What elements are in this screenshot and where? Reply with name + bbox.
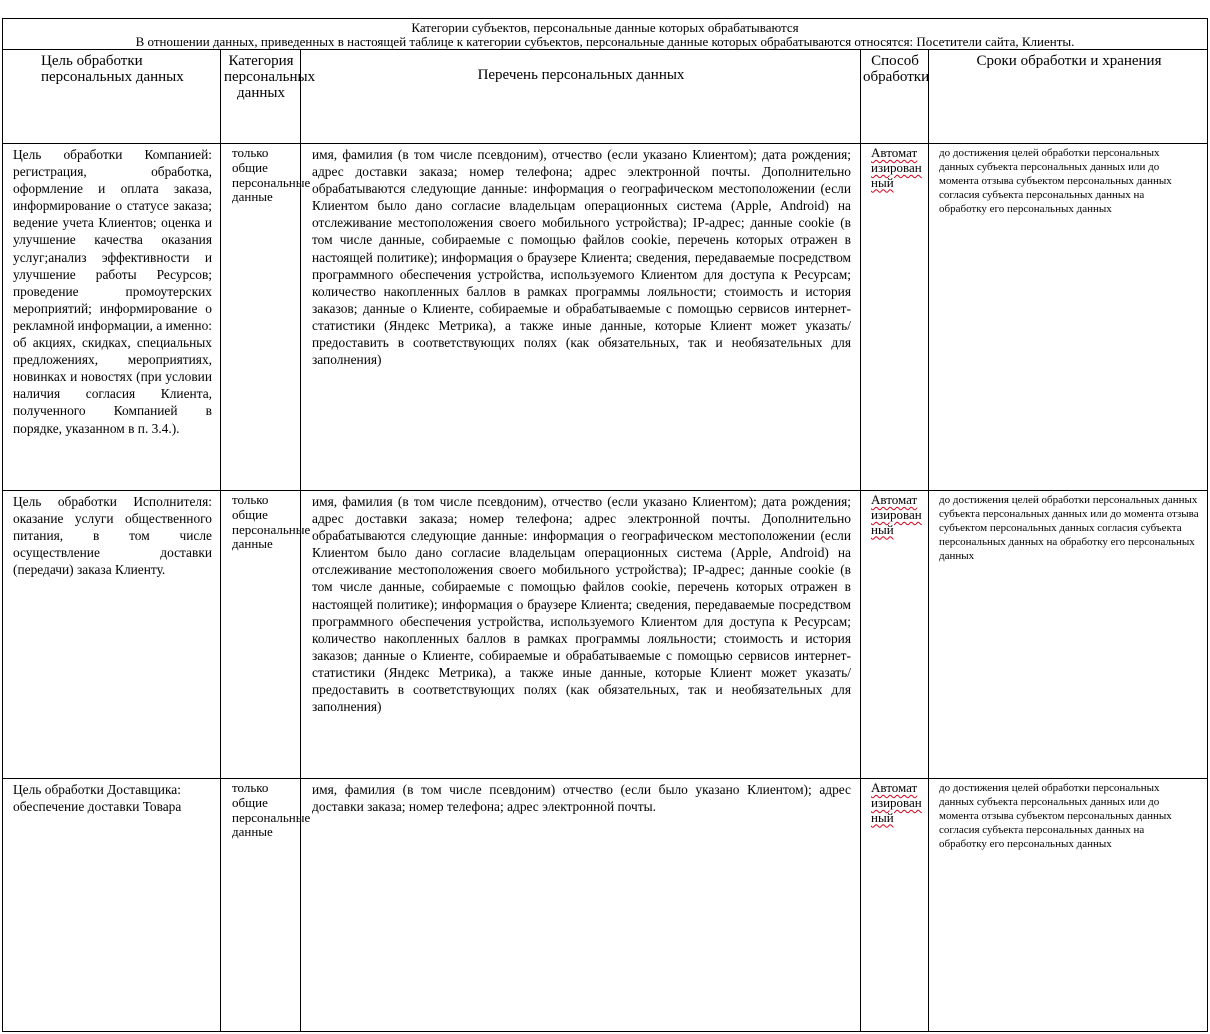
table-title: Категории субъектов, персональные данные которых обрабатываются: [411, 20, 799, 35]
row-divider: [3, 778, 1207, 779]
table-header: [3, 19, 1207, 50]
table-row-1-terms: [939, 146, 1181, 346]
column-header-category: [224, 53, 316, 141]
table-row-2-purpose: [13, 493, 212, 775]
table-row-1-method: [871, 146, 923, 266]
column-divider: [860, 50, 861, 1031]
column-header-category-text: Категория персональных данных: [224, 53, 316, 101]
table-row-2-category: [232, 492, 311, 693]
table-row-1-purpose: [13, 146, 212, 488]
table-row-2-method: [871, 493, 923, 613]
row-2-list-text: имя, фамилия (в том числе псевдоним), отчество (если указано Клиентом); дата рождения; адрес доставки заказа; номер телефона; адрес электронной почты. Дополнительно обрабатываются следующие данные: информация о географическом местоположении (если Клиентом было дано согласие владельцам операционных система (Apple, Android) на отслеживание местоположения своего мобильного устройства); IP-адрес; данные cookie (в том числе данные, собираемые с помощью файлов cookie, перечень которых отражен в настоящей политике); информация о браузере Клиента; сведения, передаваемые посредством программного обеспечения устройства, используемого Клиентом для доступа к Ресурсам; количество накопленных баллов в рамках программы лояльности; стоимость и история заказов; данные о Клиенте, собираемые и обрабатываемые с помощью сервисов интернет-статистики (Яндекс Метрика), а также иные данные, которые Клиент может указать/предоставить в соответствующих полях (как обязательных, так и необязательных для заполнения): [312, 494, 851, 715]
table-row-1-list: [312, 146, 851, 488]
column-header-list-text: Перечень персональных данных: [477, 67, 685, 83]
table-row-2-terms: [939, 493, 1203, 693]
column-header-list: [303, 67, 859, 107]
row-divider: [3, 490, 1207, 491]
column-header-terms: [933, 53, 1205, 93]
row-divider: [3, 143, 1207, 144]
column-header-terms-text: Сроки обработки и хранения: [976, 53, 1162, 69]
table-row-3-method: [871, 781, 923, 901]
row-2-purpose-text: Цель обработки Исполнителя: оказание услуги общественного питания, в том числе осуществление доставки (передачи) заказа Клиенту.: [13, 494, 212, 578]
row-3-list-text: имя, фамилия (в том числе псевдоним) отчество (если было указано Клиентом); адрес доставки заказа; номер телефона; адрес электронной почты.: [312, 782, 851, 815]
column-header-purpose-text: Цель обработки персональных данных: [41, 53, 184, 85]
row-1-terms-text: до достижения целей обработки персональных данных субъекта персональных данных или до момента отзыва субъектом персональных данных согласия субъекта персональных данных на обработку его персональных данных: [939, 147, 1172, 215]
row-3-category-text: только общие персональные данные: [232, 780, 311, 840]
column-header-method-text: Способ обработки: [863, 53, 930, 85]
row-2-terms-text: до достижения целей обработки персональных данных субъекта персональных данных или до момента отзыва субъектом персональных данных согласия субъекта персональных данных на обработку его персональных данных: [939, 494, 1199, 562]
row-1-category-text: только общие персональные данные: [232, 145, 311, 205]
table-row-2-list: [312, 493, 851, 775]
row-1-list-text: имя, фамилия (в том числе псевдоним), отчество (если указано Клиентом); дата рождения; адрес доставки заказа; номер телефона; адрес электронной почты. Дополнительно обрабатываются следующие данные: информация о географическом местоположении (если Клиентом было дано согласие владельцам операционных система (Apple, Android) на отслеживание местоположения своего мобильного устройства); IP-адрес; данные cookie (в том числе данные, собираемые с помощью файлов cookie, перечень которых отражен в настоящей политике); информация о браузере Клиента; сведения, передаваемые посредством программного обеспечения устройства, используемого Клиентом для доступа к Ресурсам; количество накопленных баллов в рамках программы лояльности; стоимость и история заказов; данные о Клиенте, собираемые и обрабатываемые с помощью сервисов интернет-статистики (Яндекс Метрика), а также иные данные, которые Клиент может указать/предоставить в соответствующих полях (как обязательных, так и необязательных для заполнения): [312, 147, 851, 368]
row-3-purpose-text: Цель обработки Доставщика: обеспечение доставки Товара: [13, 782, 182, 815]
column-divider: [928, 50, 929, 1031]
personal-data-table: [2, 18, 1208, 1032]
column-header-purpose: [11, 53, 216, 141]
table-row-3-list: [312, 781, 851, 1021]
table-row-3-category: [232, 780, 311, 981]
column-divider: [300, 50, 301, 1031]
column-header-method: [863, 53, 930, 141]
column-divider: [220, 50, 221, 1031]
row-1-method-text: Автоматизированный: [871, 145, 922, 190]
table-row-3-terms: [939, 781, 1181, 981]
row-2-method-text: Автоматизированный: [871, 492, 922, 537]
table-row-3-purpose: [13, 781, 212, 1021]
row-3-terms-text: до достижения целей обработки персональных данных субъекта персональных данных или до момента отзыва субъектом персональных данных согласия субъекта персональных данных на обработку его персональных данных: [939, 782, 1172, 850]
table-subtitle: В отношении данных, приведенных в настоящей таблице к категории субъектов, персональные данные которых обрабатываются относятся: Посетители сайта, Клиенты.: [135, 34, 1075, 49]
row-2-category-text: только общие персональные данные: [232, 492, 311, 552]
row-3-method-text: Автоматизированный: [871, 780, 922, 825]
row-1-purpose-text: Цель обработки Компанией: регистрация, обработка, оформление и оплата заказа, информирование о статусе заказа; ведение учета Клиентов; оценка и улучшение качества оказания услуг;анализ эффективности и улучшение работы Ресурсов; проведение промоутерских мероприятий; информирование о рекламной информации, а именно: об акциях, скидках, специальных предложениях, мероприятиях, новинках и новостях (при условии наличия согласия Клиента, полученного Компанией в порядке, указанном в п. 3.4.).: [13, 147, 212, 436]
table-row-1-category: [232, 145, 311, 346]
